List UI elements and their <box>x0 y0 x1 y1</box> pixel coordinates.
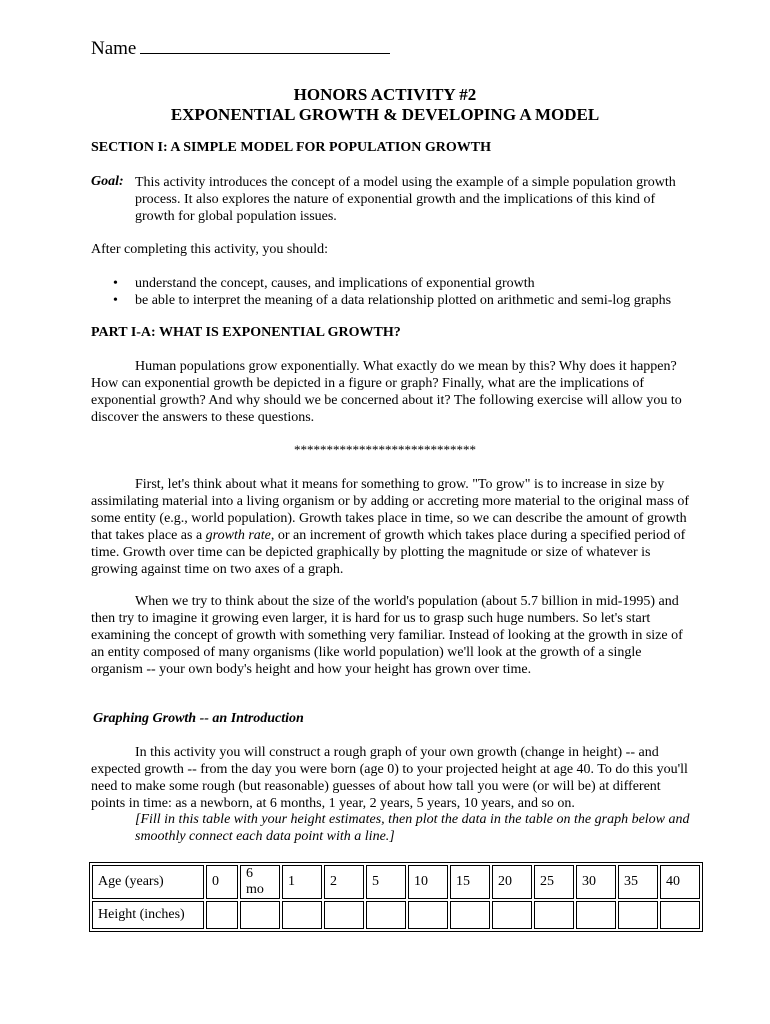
age-cell: 35 <box>618 865 658 899</box>
age-cell: 2 <box>324 865 364 899</box>
name-field[interactable] <box>91 38 390 60</box>
paragraph-2-text-b: , or an increment of growth which takes place during a specified period of time. Growth over time can be depicted graphically by plotting the magnitude or size of whatever is growing against time on two axes of a graph. <box>91 528 686 577</box>
bullet-text: be able to interpret the meaning of a data relationship plotted on arithmetic and semi-log graphs <box>135 293 672 308</box>
title-line-1: HONORS ACTIVITY #2 <box>293 85 477 104</box>
age-cell: 30 <box>576 865 616 899</box>
age-cell: 20 <box>492 865 532 899</box>
age-cell: 5 <box>366 865 406 899</box>
table-row <box>92 901 700 929</box>
age-cell: 1 <box>282 865 322 899</box>
paragraph-2-text-a: First, let's think about what it means for something to grow. "To grow" is to increase in size by assimilating material into a living organism or by adding or accreting more material to the original mass of some entity (e.g., world population). Growth takes place in time, so we can describe the amount of growth that takes place as a <box>91 477 690 543</box>
paragraph-1: Human populations grow exponentially. What exactly do we mean by this? Why does it happen? How can exponential growth be depicted in a figure or graph? Finally, what are the implications of exponential growth? And why should we be concerned about it? The following exercise will allow you to discover the answers to these questions. <box>91 359 682 425</box>
title-line-2: EXPONENTIAL GROWTH & DEVELOPING A MODEL <box>170 105 600 124</box>
table-instruction: [Fill in this table with your height estimates, then plot the data in the table on the graph below and smoothly connect each data point with a line.] <box>135 812 690 844</box>
height-input-cell[interactable] <box>206 901 238 929</box>
height-table <box>89 862 703 932</box>
objectives-list <box>91 275 671 309</box>
height-row-label: Height (inches) <box>92 901 204 929</box>
height-input-cell[interactable] <box>576 901 616 929</box>
height-input-cell[interactable] <box>408 901 448 929</box>
goal-label: Goal: <box>91 174 124 189</box>
bullet-text: understand the concept, causes, and implications of exponential growth <box>135 276 535 291</box>
name-label: Name <box>91 38 137 59</box>
section-heading: SECTION I: A SIMPLE MODEL FOR POPULATION GROWTH <box>91 140 491 155</box>
height-input-cell[interactable] <box>492 901 532 929</box>
height-input-cell[interactable] <box>660 901 700 929</box>
age-cell: 10 <box>408 865 448 899</box>
age-cell: 0 <box>206 865 238 899</box>
height-input-cell[interactable] <box>534 901 574 929</box>
paragraph-2 <box>91 476 691 578</box>
age-cell: 25 <box>534 865 574 899</box>
star-divider: **************************** <box>294 442 476 457</box>
paragraph-4: In this activity you will construct a rough graph of your own growth (change in height) -- and expected growth -- from the day you were born (age 0) to your projected height at age 40. To do this you'll need to make some rough (but reasonable) guesses of about how tall you were (or will be) at different points in time: as a newborn, at 6 months, 1 year, 2 years, 5 years, 10 years, and so on. <box>91 745 688 811</box>
height-input-cell[interactable] <box>450 901 490 929</box>
table-row <box>92 865 700 899</box>
height-input-cell[interactable] <box>366 901 406 929</box>
age-row-label: Age (years) <box>92 865 204 899</box>
height-input-cell[interactable] <box>240 901 280 929</box>
list-item <box>91 292 671 309</box>
bullet-icon: • <box>113 293 118 308</box>
paragraph-3: When we try to think about the size of the world's population (about 5.7 billion in mid-1995) and then try to imagine it growing even larger, it is hard for us to grasp such huge numbers. So let's start examining the concept of growth with something very familiar. Instead of looking at the growth in size of an entity composed of many organisms (like world population) we'll look at the growth of a single organism -- your own body's height and how your height has grown over time. <box>91 594 683 677</box>
height-input-cell[interactable] <box>324 901 364 929</box>
goal-text: This activity introduces the concept of a model using the example of a simple population growth process. It also explores the nature of exponential growth and the implications of this kind of growth for global population issues. <box>135 175 676 224</box>
growth-rate-term: growth rate <box>205 528 271 543</box>
age-cell: 6 mo <box>240 865 280 899</box>
after-text: After completing this activity, you should: <box>91 242 329 257</box>
bullet-icon: • <box>113 276 118 291</box>
age-cell: 15 <box>450 865 490 899</box>
height-input-cell[interactable] <box>282 901 322 929</box>
height-input-cell[interactable] <box>618 901 658 929</box>
age-cell: 40 <box>660 865 700 899</box>
name-blank-line[interactable] <box>140 38 390 54</box>
list-item <box>91 275 671 292</box>
graphing-heading: Graphing Growth -- an Introduction <box>93 711 304 726</box>
part-heading: PART I-A: WHAT IS EXPONENTIAL GROWTH? <box>91 325 401 340</box>
